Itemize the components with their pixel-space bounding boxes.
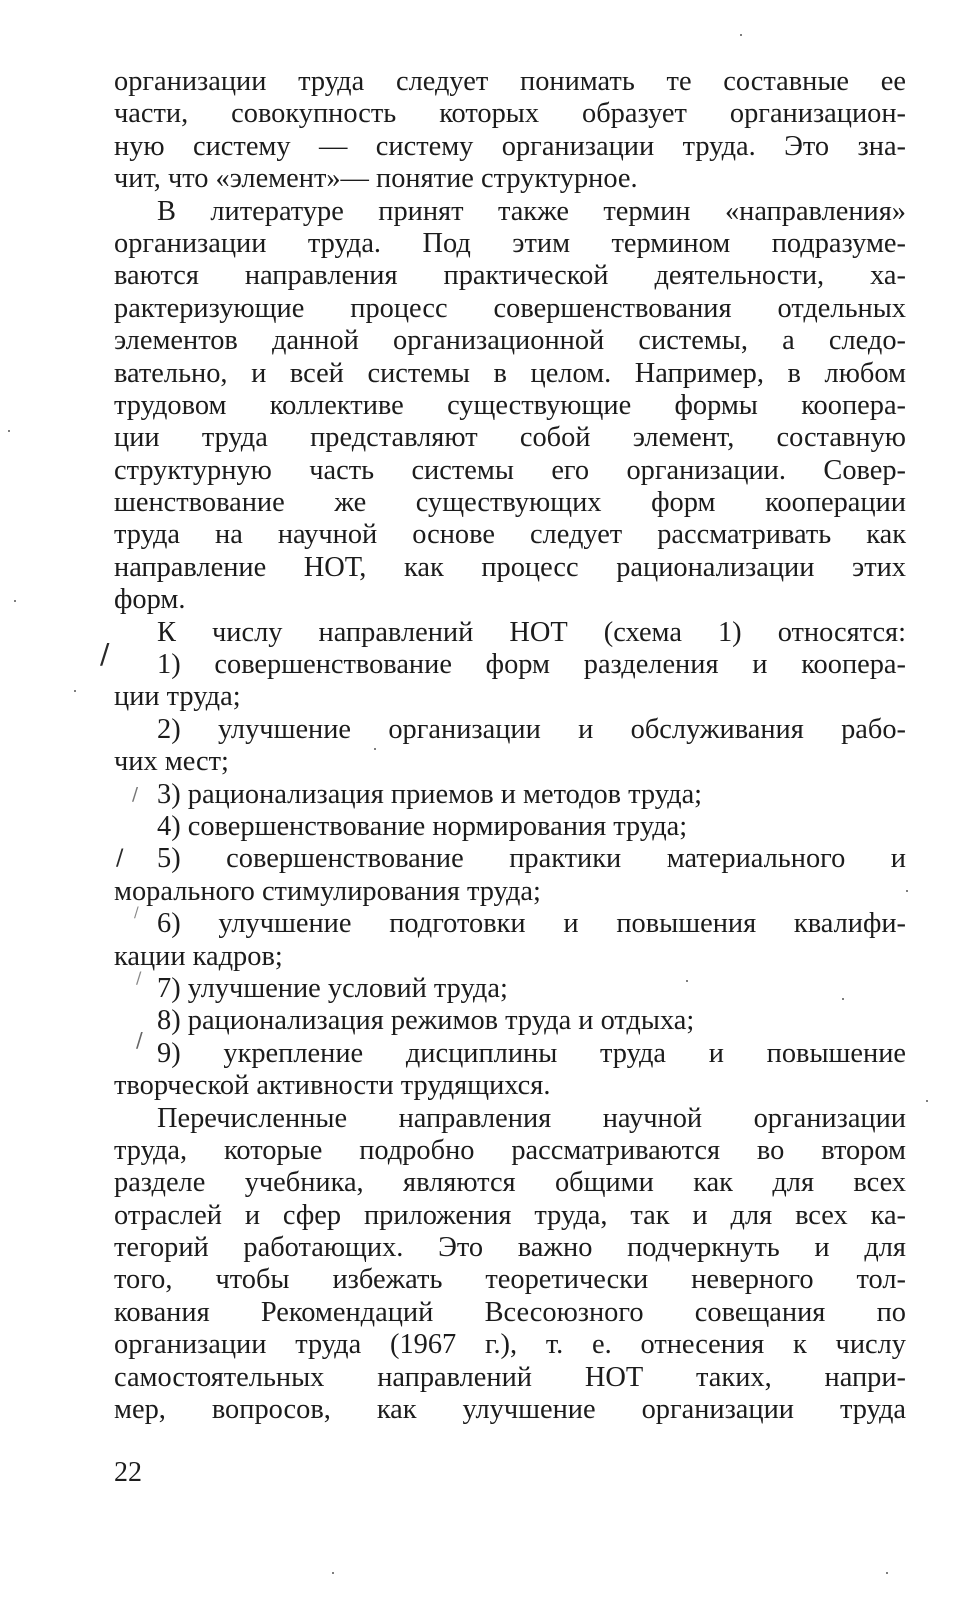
list-item <box>114 843 906 908</box>
paragraph-1 <box>114 66 906 196</box>
list-item-line: 9) укрепление дисциплины труда и повышение <box>157 1037 906 1069</box>
list-item <box>114 973 906 1005</box>
text-line: кования Рекомендаций Всесоюзного совещания по <box>114 1296 906 1328</box>
text-line: мер, вопросов, как улучшение организации труда <box>114 1394 906 1426</box>
scan-speck <box>886 1572 888 1574</box>
list-item-line: морального стимулирования труда; <box>114 875 541 907</box>
list-item <box>114 905 906 973</box>
list-item-line: 4) совершенствование нормирования труда; <box>157 810 688 842</box>
paragraph-2 <box>114 196 906 617</box>
pencil-tick-mark: / <box>134 905 139 921</box>
text-line: части, совокупность которых образует организацион- <box>114 98 906 130</box>
text-line: В литературе принят также термин «направления» <box>157 195 906 227</box>
scan-speck <box>906 890 908 892</box>
text-line: ную систему — систему организации труда. Это зна- <box>114 130 906 162</box>
text-line: чит, что «элемент»— понятие структурное. <box>114 163 638 195</box>
scan-speck <box>686 980 688 982</box>
text-line: труда, которые подробно рассматриваются во втором <box>114 1134 906 1166</box>
text-line: шенствование же существующих форм кооперации <box>114 487 906 519</box>
scan-speck <box>332 1572 334 1574</box>
text-line: трудовом коллективе существующие формы коопера- <box>114 389 906 421</box>
text-line: К числу направлений НОТ (схема 1) относятся: <box>157 616 906 648</box>
list-item-line: 2) улучшение организации и обслуживания рабо- <box>157 713 906 745</box>
text-line: структурную часть системы его организации. Совер- <box>114 454 906 486</box>
page-text <box>114 66 906 1426</box>
pencil-tick-mark: / <box>132 784 139 805</box>
text-line: организации труда. Под этим термином подразуме- <box>114 227 906 259</box>
list-item-line: 6) улучшение подготовки и повышения квалифи- <box>157 908 906 940</box>
page-number: 22 <box>114 1457 142 1488</box>
list-item-line: 3) рационализация приемов и методов труда; <box>157 778 703 810</box>
text-line: Перечисленные направления научной организации <box>157 1102 906 1134</box>
list-item <box>114 649 906 714</box>
scan-speck <box>740 34 742 36</box>
list-item <box>114 1005 906 1037</box>
text-line: ции труда представляют собой элемент, составную <box>114 422 906 454</box>
text-line: тегорий работающих. Это важно подчеркнуть и для <box>114 1232 906 1264</box>
text-line: вательно, и всей системы в целом. Например, в любом <box>114 357 906 389</box>
text-line: организации труда следует понимать те составные ее <box>114 66 906 97</box>
text-line: самостоятельных направлений НОТ таких, напри- <box>114 1361 906 1393</box>
list-item-line: чих мест; <box>114 746 229 778</box>
pencil-tick-mark: / <box>116 846 124 871</box>
paragraph-3 <box>114 617 906 649</box>
text-line: труда на научной основе следует рассматривать как <box>114 519 906 551</box>
list-item <box>114 1038 906 1103</box>
list-item-line: кации кадров; <box>114 940 283 972</box>
scan-speck <box>842 998 844 1000</box>
text-line: элементов данной организационной системы, а следо- <box>114 325 906 357</box>
text-line: направление НОТ, как процесс рационализации этих <box>114 551 906 583</box>
text-line: того, чтобы избежать теоретически неверного тол- <box>114 1264 906 1296</box>
text-line: рактеризующие процесс совершенствования отдельных <box>114 292 906 324</box>
list-item-line: 1) совершенствование форм разделения и коопера- <box>157 649 906 681</box>
text-line: форм. <box>114 584 186 616</box>
scan-speck <box>14 600 16 602</box>
scan-speck <box>374 748 376 750</box>
list-item <box>114 779 906 811</box>
scan-speck <box>926 1100 928 1102</box>
pencil-tick-mark: / <box>136 1028 143 1052</box>
text-line: разделе учебника, являются общими как для всех <box>114 1167 906 1199</box>
text-line: ваются направления практической деятельности, ха- <box>114 260 906 292</box>
list-item <box>114 811 906 843</box>
list-item-line: 5) совершенствование практики материального и <box>157 843 906 875</box>
list-item-line: творческой активности трудящихся. <box>114 1070 551 1102</box>
text-line: организации труда (1967 г.), т. е. отнесения к числу <box>114 1329 906 1361</box>
scan-speck <box>8 430 10 432</box>
list-item-line: ции труда; <box>114 681 241 713</box>
list-item-line: 7) улучшение условий труда; <box>157 972 508 1004</box>
paragraph-4 <box>114 1103 906 1427</box>
directions-list <box>114 649 906 1102</box>
pencil-tick-mark: / <box>136 968 142 987</box>
pencil-tick-mark: / <box>100 637 110 670</box>
text-line: отраслей и сфер приложения труда, так и для всех ка- <box>114 1199 906 1231</box>
list-item-line: 8) рационализация режимов труда и отдыха; <box>157 1005 695 1037</box>
scan-speck <box>74 690 76 692</box>
list-item <box>114 714 906 779</box>
